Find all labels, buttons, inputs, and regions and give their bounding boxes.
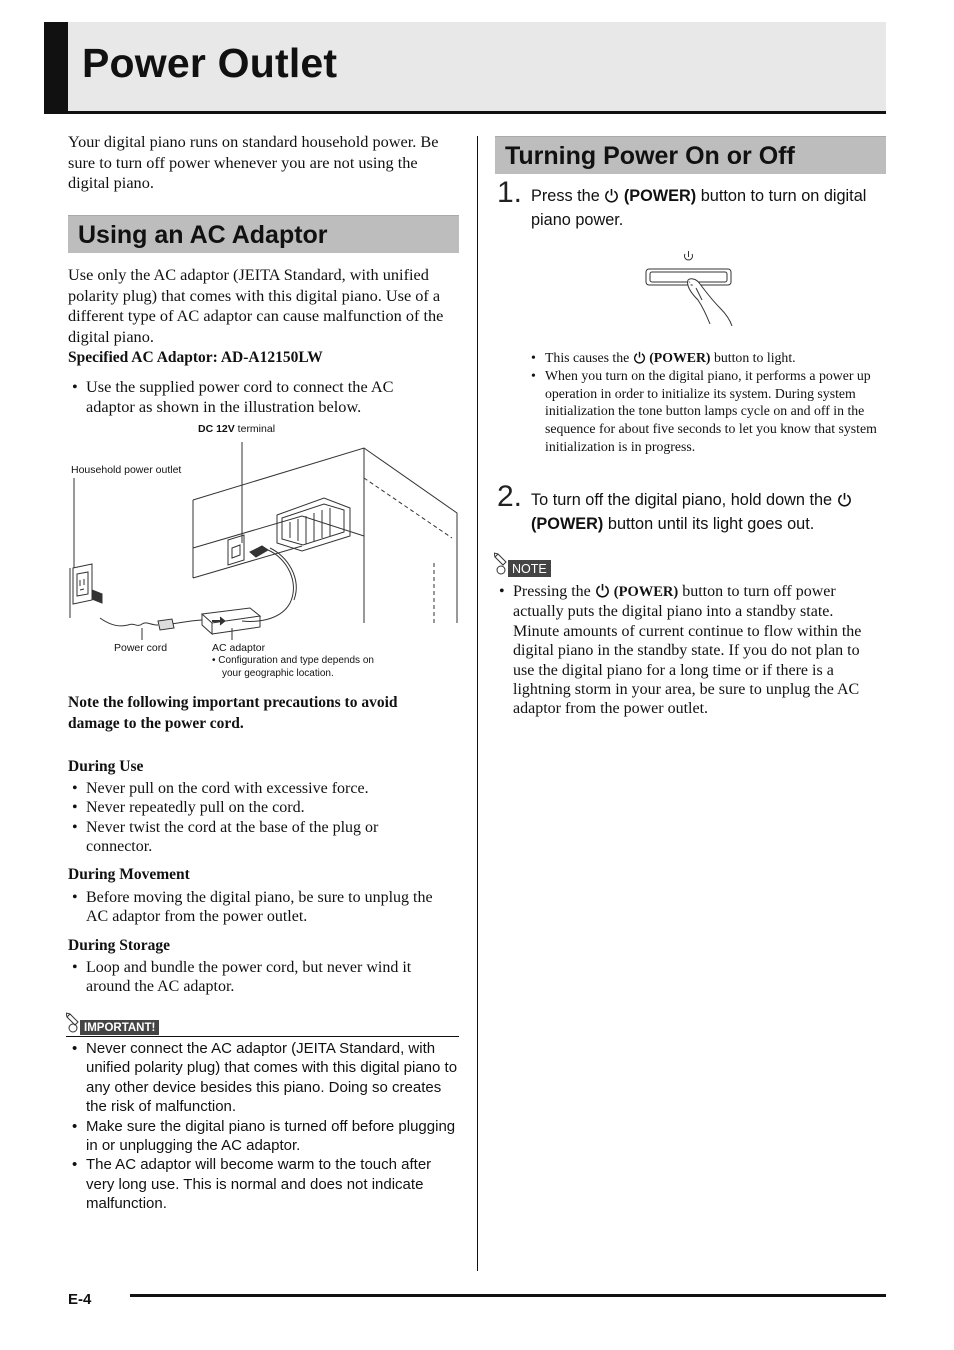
during-storage-heading: During Storage [68, 937, 171, 954]
during-use-heading: During Use [68, 758, 144, 775]
adaptor-note-line1: • Configuration and type depends on [212, 655, 374, 666]
list-item: • Never pull on the cord with excessive force. [68, 779, 440, 798]
during-movement-heading: During Movement [68, 866, 190, 883]
list-item: • Never repeatedly pull on the cord. [68, 798, 440, 817]
step-1-bullets [527, 349, 877, 456]
power-icon [633, 351, 646, 364]
ac-adaptor-paragraph: Use only the AC adaptor (JEITA Standard, with unified polarity plug) that comes with this digital piano. Use of a different type of AC adaptor can cause malfunction of the digital piano. [68, 265, 444, 346]
column-divider [477, 136, 478, 1271]
important-header [66, 1012, 459, 1037]
outlet-label: Household power outlet [71, 464, 182, 476]
section-heading-ac-adaptor: Using an AC Adaptor [68, 215, 459, 253]
specified-adaptor: Specified AC Adaptor: AD-A12150LW [68, 349, 323, 366]
footer-rule [130, 1294, 886, 1297]
adaptor-note-line2: your geographic location. [222, 668, 334, 679]
step-2-text: To turn off the digital piano, hold down the (POWER) button until its light goes out. [531, 488, 883, 536]
page-number: E-4 [68, 1291, 92, 1308]
note-list [495, 582, 881, 719]
list-item: • Never connect the AC adaptor (JEITA Standard, with unified polarity plug) that comes with this digital piano to any other device besides this piano. Doing so creates the risk of malfunction. [68, 1039, 460, 1117]
ac-adaptor-illustration [62, 418, 462, 688]
list-item: • Never twist the cord at the base of the plug or connector. [68, 818, 440, 857]
list-item: • This causes the (POWER) button to light. [527, 349, 877, 367]
step-1-text: Press the (POWER) button to turn on digital piano power. [531, 187, 867, 229]
power-button-illustration [640, 248, 740, 328]
list-item: • The AC adaptor will become warm to the touch after very long use. This is normal and does not indicate malfunction. [68, 1155, 460, 1213]
section-heading-power-on-off: Turning Power On or Off [495, 136, 886, 174]
title-accent-block [44, 22, 68, 114]
precautions-intro: Note the following important precautions to avoid damage to the power cord. [68, 694, 398, 732]
list-item: • Before moving the digital piano, be sure to unplug the AC adaptor from the power outlet. [68, 888, 448, 927]
during-use-list [68, 779, 440, 856]
note-tag: NOTE [508, 560, 551, 577]
ac-adaptor-bullets [68, 377, 440, 416]
note-header [494, 552, 574, 578]
page-title: Power Outlet [82, 40, 338, 86]
important-list [68, 1039, 460, 1214]
power-icon [604, 188, 619, 203]
intro-paragraph: Your digital piano runs on standard household power. Be sure to turn off power whenever you are not using the digital piano. [68, 132, 439, 193]
step-2-number: 2. [497, 480, 523, 513]
power-icon [595, 583, 610, 598]
list-item: • Use the supplied power cord to connect the AC adaptor as shown in the illustration below. [68, 377, 440, 416]
ac-adaptor-label: AC adaptor [212, 642, 266, 654]
power-cord-label: Power cord [114, 642, 168, 654]
power-icon [837, 492, 852, 507]
list-item: • Loop and bundle the power cord, but never wind it around the AC adaptor. [68, 958, 454, 997]
step-1-number: 1. [497, 176, 523, 209]
during-storage-list [68, 958, 454, 997]
list-item: • When you turn on the digital piano, it performs a power up operation in order to initialize its system. During system initialization the tone button lamps cycle on and off in the sequence for about five seconds to let you know that system initialization is in progress. [527, 367, 877, 456]
important-tag: IMPORTANT! [80, 1020, 159, 1035]
list-item: • Pressing the (POWER) button to turn off power actually puts the digital piano into a standby state. Minute amounts of current continue to flow within the digital piano in the standby state. If you do not plan to use the digital piano for a long time or if there is a lightning storm in your area, be sure to unplug the AC adaptor from the power outlet. [495, 582, 881, 719]
during-movement-list [68, 888, 448, 927]
dc-terminal-label: DC 12V terminal [198, 423, 276, 435]
list-item: • Make sure the digital piano is turned off before plugging in or unplugging the AC adaptor. [68, 1117, 460, 1156]
